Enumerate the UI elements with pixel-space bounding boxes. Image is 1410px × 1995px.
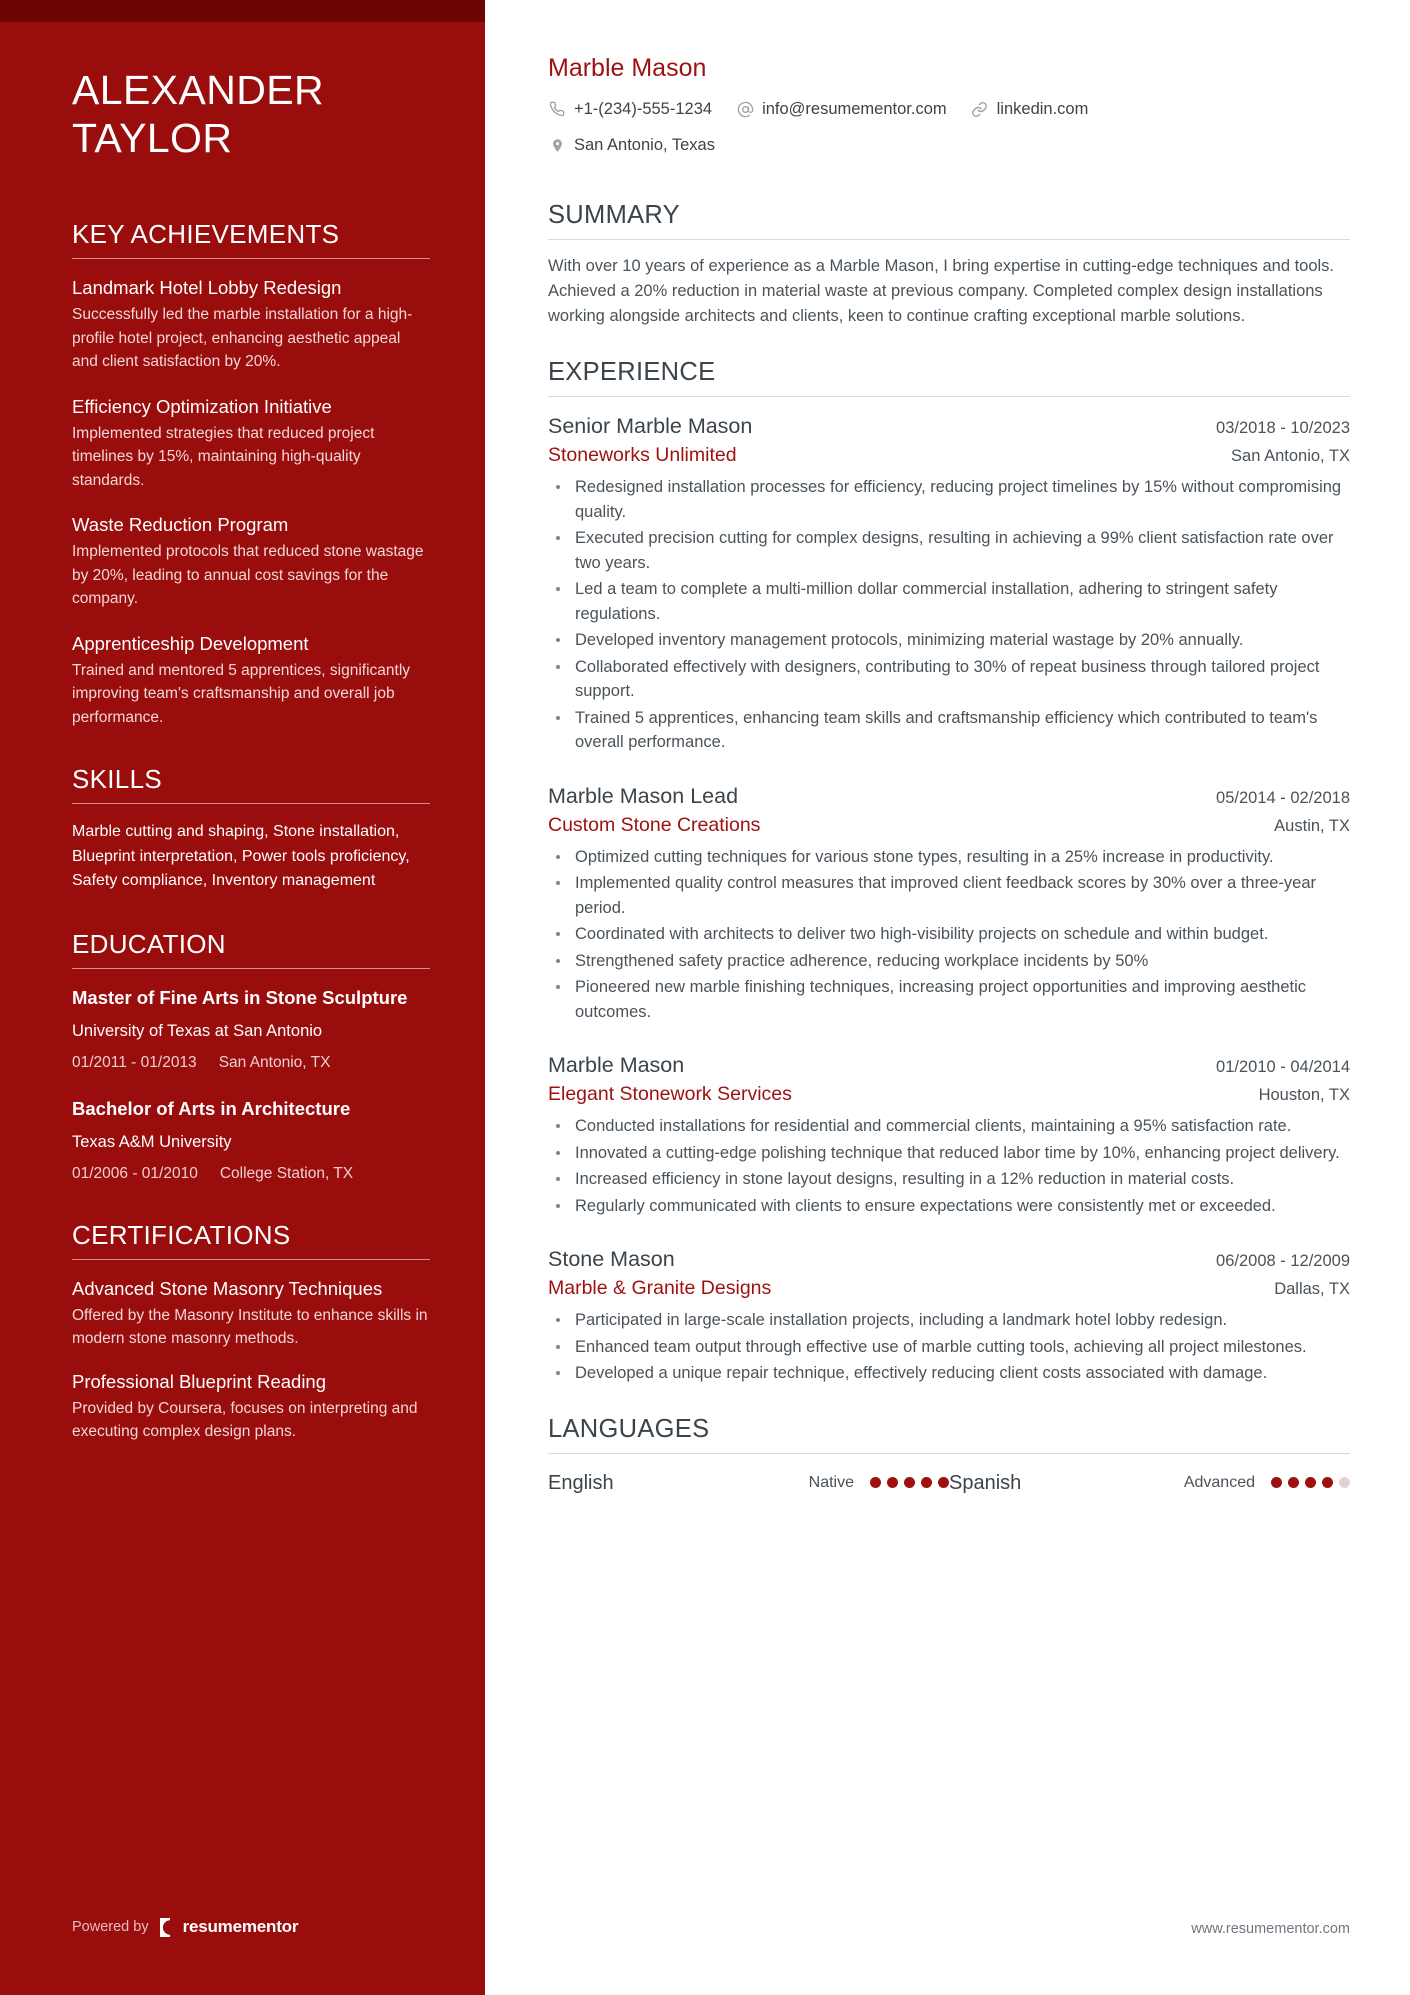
brand-name: resumementor [182,1917,299,1936]
experience-bullets [548,1114,1350,1218]
experience-location: Houston, TX [1258,1086,1350,1104]
achievement-item [72,275,430,374]
skills-list: Marble cutting and shaping, Stone installation, Blueprint interpretation, Power tools proficiency, Safety compliance, Inventory management [72,823,410,889]
experience-dates: 06/2008 - 12/2009 [1216,1252,1350,1270]
resumementor-logo [160,1917,299,1937]
divider [72,803,430,804]
bullet-item: Redesigned installation processes for efficiency, reducing project timelines by 15% without compromising quality. [548,475,1350,524]
education-degree: Bachelor of Arts in Architecture [72,1097,351,1119]
achievement-item [72,631,430,730]
phone-icon [548,100,566,118]
contact-location-value: San Antonio, Texas [574,136,715,154]
experience-company: Stoneworks Unlimited [548,444,737,466]
sidebar [0,0,485,1995]
bullet-item: Pioneered new marble finishing techniques, increasing project opportunities and improving aesthetic outcomes. [548,975,1350,1024]
contact-email [736,96,947,122]
education-heading: EDUCATION [72,928,226,959]
language-item [548,1468,949,1498]
candidate-first-name: ALEXANDER [72,67,324,113]
education-location: San Antonio, TX [218,1053,331,1071]
achievement-title: Landmark Hotel Lobby Redesign [72,277,342,298]
education-degree: Master of Fine Arts in Stone Sculpture [72,986,408,1008]
education-item [72,985,430,1074]
bullet-item: Implemented quality control measures that improved client feedback scores by 30% over a three-year period. [548,871,1350,920]
language-level: Advanced [1183,1473,1255,1491]
experience-title: Marble Mason Lead [548,783,739,808]
divider [548,239,1350,240]
experience-company: Marble & Granite Designs [548,1277,772,1299]
section-skills [72,763,430,894]
language-rating-dots [870,1477,949,1488]
email-at-icon [736,100,754,118]
experience-bullets [548,1308,1350,1386]
experience-title-row [548,1050,1350,1080]
contact-phone-value: +1-(234)-555-1234 [574,100,713,118]
achievement-title: Waste Reduction Program [72,514,289,535]
section-experience [548,355,1350,1386]
education-dates: 01/2006 - 01/2010 [72,1164,198,1182]
language-name: Spanish [949,1471,1022,1494]
link-icon [971,100,989,118]
achievement-title: Efficiency Optimization Initiative [72,395,332,417]
bookmark-icon [160,1918,177,1937]
sidebar-footer [72,1917,298,1937]
candidate-last-name: TAYLOR [72,115,233,161]
bullet-item: Coordinated with architects to deliver two high-visibility projects on schedule and within budget. [548,922,1350,947]
section-education [72,928,430,1185]
bullet-item: Innovated a cutting-edge polishing technique that reduced labor time by 10%, enhancing project delivery. [548,1141,1350,1166]
rating-dot-filled [1271,1477,1282,1488]
sidebar-top-accent-bar [0,0,485,22]
bullet-item: Strengthened safety practice adherence, reducing workplace incidents by 50% [548,949,1350,974]
bullet-item: Conducted installations for residential and commercial clients, maintaining a 95% satisfaction rate. [548,1114,1350,1139]
experience-dates: 03/2018 - 10/2023 [1216,419,1350,437]
rating-dot-filled [870,1477,881,1488]
education-school: University of Texas at San Antonio [72,1021,323,1040]
section-key-achievements [72,218,430,729]
experience-dates: 01/2010 - 04/2014 [1216,1058,1350,1076]
experience-item [548,781,1350,1025]
contact-row [548,96,1350,158]
rating-dot-filled [1288,1477,1299,1488]
key-achievements-heading: KEY ACHIEVEMENTS [72,219,340,249]
experience-item [548,1244,1350,1386]
experience-location: Dallas, TX [1274,1280,1350,1298]
location-pin-icon [548,136,566,154]
experience-company: Custom Stone Creations [548,813,761,836]
section-summary [548,198,1350,329]
experience-bullets [548,475,1350,755]
summary-text: With over 10 years of experience as a Marble Mason, I bring expertise in cutting-edge techniques and tools. Achieved a 20% reduction in material waste at previous company. Completed complex design installations working alongside architects and clients, keen to continue crafting exceptional marble solutions. [548,257,1335,325]
rating-dot-filled [887,1477,898,1488]
experience-item [548,411,1350,755]
website-footer: www.resumementor.com [1191,1921,1350,1937]
achievement-description: Successfully led the marble installation for a high-profile hotel project, enhancing aesthetic appeal and client satisfaction by 20%. [72,306,413,370]
bullet-item: Optimized cutting techniques for various stone types, resulting in a 25% increase in productivity. [548,845,1350,870]
divider [72,968,430,969]
divider [72,258,430,259]
certification-description: Offered by the Masonry Institute to enhance skills in modern stone masonry methods. [72,1306,428,1347]
certification-item [72,1369,430,1444]
experience-company-row [548,811,1350,839]
experience-title: Senior Marble Mason [548,414,753,438]
education-item [72,1096,430,1185]
bullet-item: Regularly communicated with clients to ensure expectations were consistently met or exceeded. [548,1194,1350,1219]
certification-item [72,1276,430,1351]
divider [548,396,1350,397]
certification-description: Provided by Coursera, focuses on interpreting and executing complex design plans. [72,1399,418,1440]
education-dates: 01/2011 - 01/2013 [72,1053,197,1071]
language-level: Native [808,1473,854,1491]
experience-company-row [548,1080,1350,1108]
rating-dot-filled [1322,1477,1333,1488]
experience-dates: 05/2014 - 02/2018 [1216,788,1350,807]
summary-heading: SUMMARY [548,201,680,229]
section-languages [548,1412,1350,1498]
language-rating-dots [1271,1477,1350,1488]
rating-dot-filled [904,1477,915,1488]
contact-linkedin [971,96,1089,122]
experience-title-row [548,1244,1350,1274]
languages-heading: LANGUAGES [548,1414,710,1443]
bullet-item: Developed inventory management protocols, minimizing material wastage by 20% annually. [548,628,1350,653]
bullet-item: Led a team to complete a multi-million dollar commercial installation, adhering to stringent safety regulations. [548,577,1350,626]
achievement-item [72,394,430,493]
section-certifications [72,1219,430,1444]
experience-location: San Antonio, TX [1231,447,1350,465]
achievement-description: Implemented protocols that reduced stone wastage by 20%, leading to annual cost savings for the company. [72,543,424,607]
experience-heading: EXPERIENCE [548,358,716,386]
achievement-item [72,512,430,611]
contact-email-value: info@resumementor.com [762,100,947,118]
certification-title: Advanced Stone Masonry Techniques [72,1277,383,1299]
experience-title-row [548,781,1350,811]
job-target-title: Marble Mason [548,54,707,82]
languages-row [548,1468,1350,1498]
experience-bullets [548,845,1350,1025]
certification-title: Professional Blueprint Reading [72,1370,327,1392]
bullet-item: Executed precision cutting for complex designs, resulting in achieving a 99% client satisfaction rate over two years. [548,526,1350,575]
powered-by-label: Powered by [72,1919,149,1935]
skills-heading: SKILLS [72,764,162,794]
experience-company: Elegant Stonework Services [548,1083,792,1105]
rating-dot-filled [1305,1477,1316,1488]
rating-dot-filled [938,1477,949,1488]
main-content [485,0,1410,1995]
contact-phone [548,96,712,122]
bullet-item: Participated in large-scale installation projects, including a landmark hotel lobby redesign. [548,1308,1350,1333]
rating-dot-empty [1339,1477,1350,1488]
education-meta [72,1052,430,1074]
education-location: College Station, TX [219,1164,354,1182]
bullet-item: Collaborated effectively with designers, contributing to 30% of repeat business through tailored project support. [548,655,1350,704]
candidate-name [72,66,430,162]
divider [548,1453,1350,1454]
contact-location [548,132,715,158]
experience-item [548,1050,1350,1218]
bullet-item: Increased efficiency in stone layout designs, resulting in a 12% reduction in material costs. [548,1167,1350,1192]
achievement-title: Apprenticeship Development [72,632,309,654]
rating-dot-filled [921,1477,932,1488]
experience-location: Austin, TX [1274,816,1350,835]
experience-title: Stone Mason [548,1247,675,1271]
language-name: English [548,1471,614,1494]
experience-company-row [548,441,1350,469]
contact-linkedin-value: linkedin.com [996,100,1089,118]
experience-title: Marble Mason [548,1053,685,1077]
experience-company-row [548,1274,1350,1302]
education-meta [72,1163,430,1185]
divider [72,1259,430,1260]
achievement-description: Implemented strategies that reduced project timelines by 15%, maintaining high-quality standards. [72,424,375,489]
bullet-item: Trained 5 apprentices, enhancing team skills and craftsmanship efficiency which contributed to team's overall performance. [548,706,1350,755]
certifications-heading: CERTIFICATIONS [72,1219,291,1250]
bullet-item: Developed a unique repair technique, effectively reducing client costs associated with damage. [548,1361,1350,1386]
language-item [949,1468,1350,1498]
bullet-item: Enhanced team output through effective use of marble cutting tools, achieving all project milestones. [548,1335,1350,1360]
education-school: Texas A&M University [72,1132,232,1151]
experience-title-row [548,411,1350,441]
achievement-description: Trained and mentored 5 apprentices, significantly improving team's craftsmanship and overall job performance. [72,661,411,726]
